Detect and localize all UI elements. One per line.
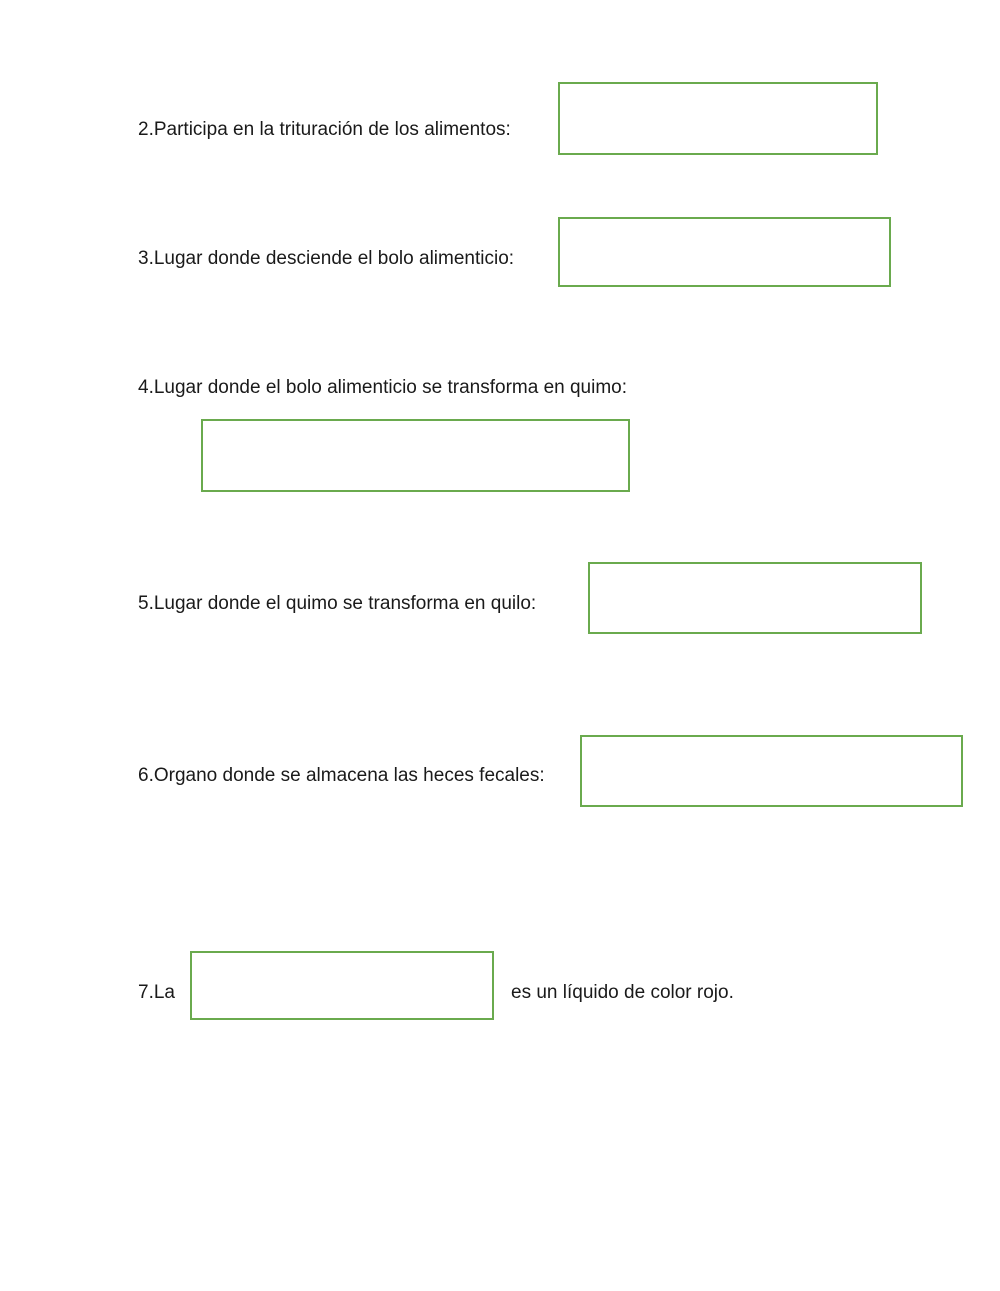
question-4-text: 4.Lugar donde el bolo alimenticio se transforma en quimo: xyxy=(138,377,628,398)
question-6-text: 6.Organo donde se almacena las heces fecales: xyxy=(138,765,545,786)
question-5-text: 5.Lugar donde el quimo se transforma en quilo: xyxy=(138,593,537,614)
question-2-answer-input[interactable] xyxy=(558,82,878,155)
question-2-text: 2.Participa en la trituración de los alimentos: xyxy=(138,119,511,140)
question-6-answer-input[interactable] xyxy=(580,735,963,807)
question-7-text-after: es un líquido de color rojo. xyxy=(511,982,734,1003)
question-3-answer-input[interactable] xyxy=(558,217,891,287)
question-7-answer-input[interactable] xyxy=(190,951,494,1020)
question-5-answer-input[interactable] xyxy=(588,562,922,634)
question-4-answer-input[interactable] xyxy=(201,419,630,492)
question-3-text: 3.Lugar donde desciende el bolo alimenticio: xyxy=(138,248,515,269)
question-7-text-before: 7.La xyxy=(138,982,175,1003)
